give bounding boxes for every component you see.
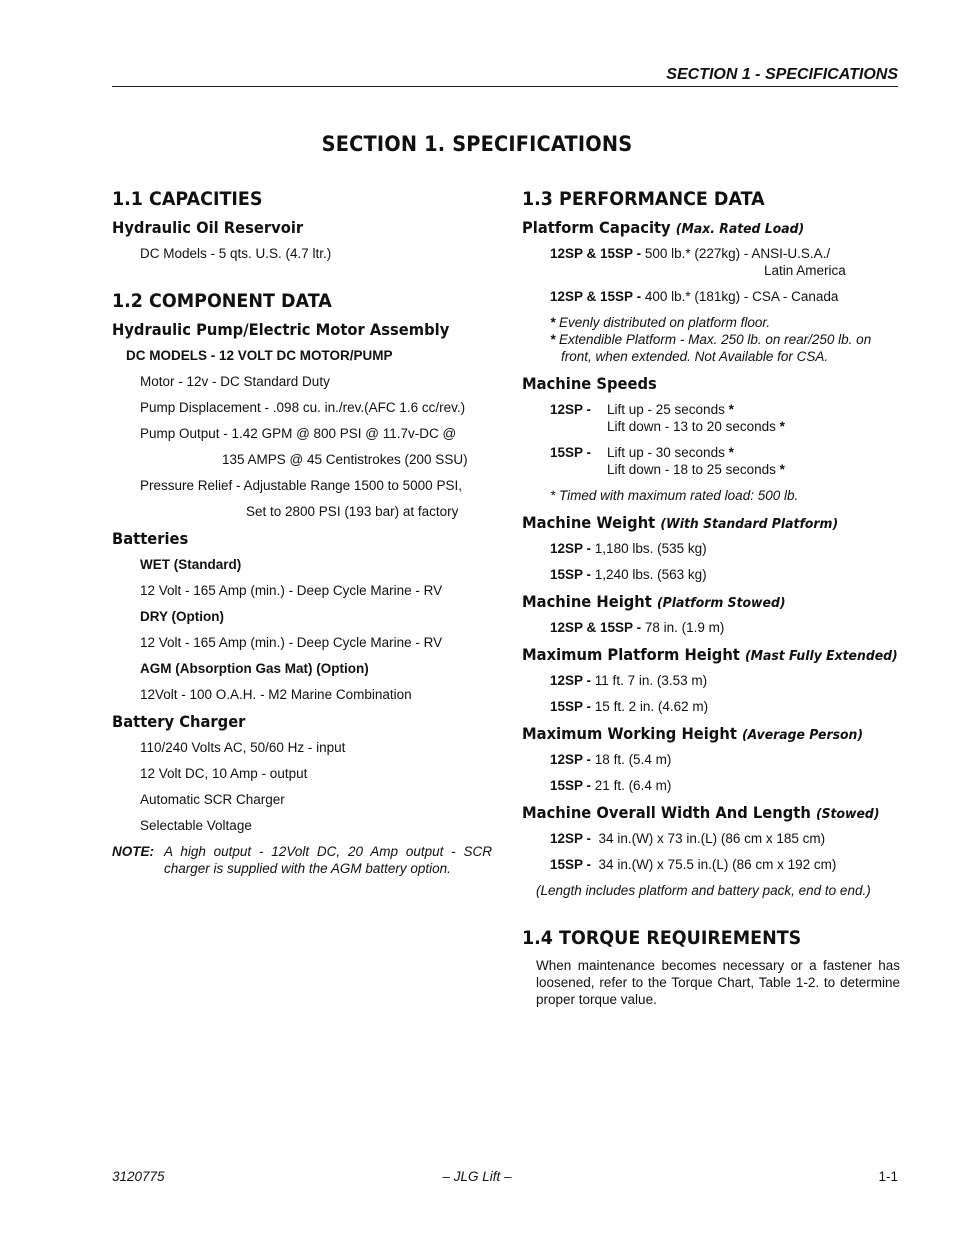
mwh-15sp: 15SP - 21 ft. (6.4 m) [550,778,672,793]
section-1-4-heading: 1.4 TORQUE REQUIREMENTS [522,927,802,949]
hydraulic-oil-reservoir-heading: Hydraulic Oil Reservoir [112,218,304,237]
pressure-relief-spec-1: Pressure Relief - Adjustable Range 1500 to 5000 PSI, [140,478,462,493]
capacity-ansi: 12SP & 15SP - 500 lb.* (227kg) - ANSI-U.S.A./ [550,246,831,261]
size-12sp: 12SP - 34 in.(W) x 73 in.(L) (86 cm x 185 cm) [550,831,826,846]
size-15sp: 15SP - 34 in.(W) x 75.5 in.(L) (86 cm x 192 cm) [550,857,837,872]
charger-type: Automatic SCR Charger [140,792,285,807]
machine-weight-heading: Machine Weight (With Standard Platform) [522,513,839,532]
right-column [522,188,900,1008]
footer-page-number: 1-1 [878,1169,898,1184]
speeds-footnote: * Timed with maximum rated load: 500 lb. [550,488,799,503]
note-label: NOTE: [112,844,154,859]
agm-label: AGM (Absorption Gas Mat) (Option) [140,661,369,676]
charger-voltage: Selectable Voltage [140,818,252,833]
speed-15sp-up: 15SP - Lift up - 30 seconds * [550,445,734,460]
motor-spec: Motor - 12v - DC Standard Duty [140,374,330,389]
wet-label: WET (Standard) [140,557,242,572]
dry-spec: 12 Volt - 165 Amp (min.) - Deep Cycle Marine - RV [140,635,443,650]
torque-paragraph: When maintenance becomes necessary or a fastener has loosened, refer to the Torque Chart, Table 1-2. to determine proper torque value. [536,958,900,1007]
page-title: SECTION 1. SPECIFICATIONS [321,132,633,156]
platform-capacity-heading: Platform Capacity (Max. Rated Load) [522,218,805,237]
speed-15sp-down: Lift down - 18 to 25 seconds * [607,462,785,477]
size-note: (Length includes platform and battery pack, end to end.) [536,883,871,898]
pump-displacement-spec: Pump Displacement - .098 cu. in./rev.(AFC 1.6 cc/rev.) [140,400,466,415]
footer-doc-number: 3120775 [112,1169,165,1184]
charger-output: 12 Volt DC, 10 Amp - output [140,766,308,781]
page-header [112,64,898,87]
machine-speeds-heading: Machine Speeds [522,374,657,393]
agm-note [112,843,492,877]
footnote-extendible-2: front, when extended. Not Available for CSA. [561,349,829,364]
batteries-heading: Batteries [112,529,189,548]
charger-input: 110/240 Volts AC, 50/60 Hz - input [140,740,346,755]
height-value: 12SP & 15SP - 78 in. (1.9 m) [550,620,725,635]
dc-models-label: DC MODELS - 12 VOLT DC MOTOR/PUMP [126,348,393,363]
mph-12sp: 12SP - 11 ft. 7 in. (3.53 m) [550,673,708,688]
battery-charger-heading: Battery Charger [112,712,246,731]
pump-output-spec-2: 135 AMPS @ 45 Centistrokes (200 SSU) [222,452,468,467]
overall-size-heading: Machine Overall Width And Length (Stowed) [522,803,880,822]
pump-output-spec-1: Pump Output - 1.42 GPM @ 800 PSI @ 11.7v-DC @ [140,426,457,441]
footnote-extendible-1: * Extendible Platform - Max. 250 lb. on rear/250 lb. on [550,332,872,347]
max-platform-height-heading: Maximum Platform Height (Mast Fully Extended) [522,645,898,664]
weight-15sp: 15SP - 1,240 lbs. (563 kg) [550,567,707,582]
dry-label: DRY (Option) [140,609,224,624]
reservoir-spec: DC Models - 5 qts. U.S. (4.7 ltr.) [140,246,332,261]
left-column [112,188,492,877]
speed-12sp-up: 12SP - Lift up - 25 seconds * [550,402,734,417]
pressure-relief-spec-2: Set to 2800 PSI (193 bar) at factory [246,504,459,519]
speed-12sp-down: Lift down - 13 to 20 seconds * [607,419,785,434]
weight-12sp: 12SP - 1,180 lbs. (535 kg) [550,541,707,556]
agm-spec: 12Volt - 100 O.A.H. - M2 Marine Combination [140,687,412,702]
footnote-distributed: * Evenly distributed on platform floor. [550,315,771,330]
section-1-2-heading: 1.2 COMPONENT DATA [112,290,332,312]
section-1-3-heading: 1.3 PERFORMANCE DATA [522,188,765,210]
max-working-height-heading: Maximum Working Height (Average Person) [522,724,864,743]
capacity-csa: 12SP & 15SP - 400 lb.* (181kg) - CSA - Canada [550,289,839,304]
note-text: A high output - 12Volt DC, 20 Amp output - SCR charger is supplied with the AGM battery option. [164,844,492,876]
header-section-label: SECTION 1 - SPECIFICATIONS [666,66,898,83]
pump-motor-heading: Hydraulic Pump/Electric Motor Assembly [112,320,450,339]
mph-15sp: 15SP - 15 ft. 2 in. (4.62 m) [550,699,709,714]
capacity-ansi-region: Latin America [764,263,846,278]
machine-height-heading: Machine Height (Platform Stowed) [522,592,786,611]
section-1-1-heading: 1.1 CAPACITIES [112,188,263,210]
footer-center: – JLG Lift – [442,1169,512,1184]
mwh-12sp: 12SP - 18 ft. (5.4 m) [550,752,672,767]
wet-spec: 12 Volt - 165 Amp (min.) - Deep Cycle Marine - RV [140,583,443,598]
